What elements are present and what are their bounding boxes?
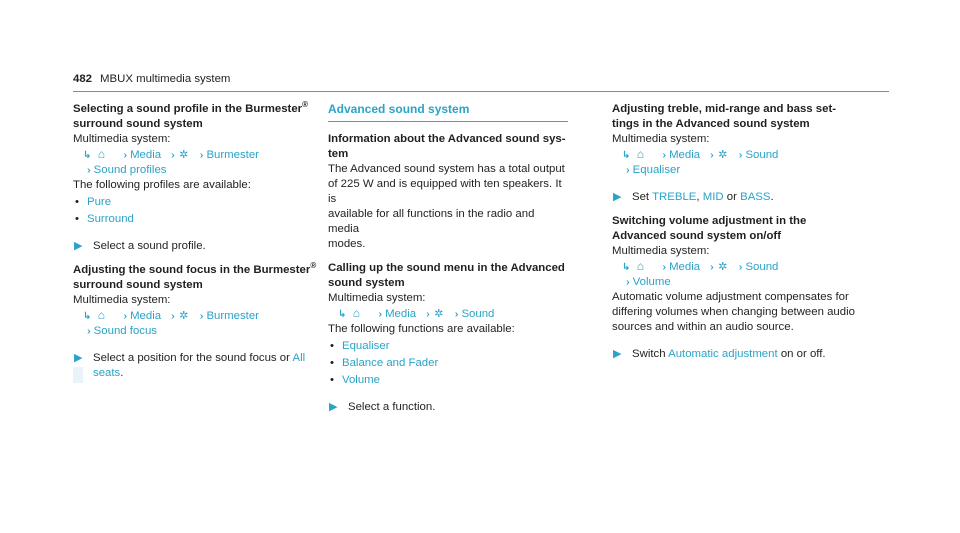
heading-volume-adjust-2: Advanced sound system on/off	[612, 230, 781, 242]
nav-sound-focus: Sound focus	[93, 325, 157, 337]
body-text: of 225 W and is equipped with ten speakers. It is	[328, 178, 562, 205]
list-item: • Balance and Fader	[330, 357, 439, 369]
settings-icon: ✲	[179, 310, 189, 322]
body-text: differing volumes when changing between audio	[612, 306, 855, 318]
heading-info-2: tem	[328, 148, 349, 160]
double-chevron-icon: ››	[738, 150, 740, 161]
home-icon: ⌂	[97, 147, 106, 161]
double-chevron-icon: ››	[662, 150, 664, 161]
step-switch-auto: ▶ Switch Automatic adjustment on or off.	[613, 348, 826, 360]
double-chevron-icon: ››	[87, 165, 88, 176]
double-chevron-icon: ››	[199, 311, 201, 322]
list-item: • Equaliser	[330, 340, 390, 352]
heading-sound-menu: Calling up the sound menu in the Advanced	[328, 262, 565, 274]
step-select-function: ▶ Select a function.	[329, 401, 436, 413]
nav-media: Media	[130, 310, 162, 322]
nav-path	[612, 147, 872, 163]
return-arrow-icon: ↳	[83, 311, 92, 322]
list-item: • Volume	[330, 374, 380, 386]
multimedia-system-label: Multimedia system:	[73, 294, 171, 306]
nav-path	[328, 306, 568, 322]
function-list	[328, 339, 568, 388]
nav-path	[612, 259, 872, 275]
column-3	[612, 102, 872, 362]
nav-volume: Volume	[632, 276, 671, 288]
heading-sound-profile: Selecting a sound profile in the Burmester®	[73, 100, 309, 115]
double-chevron-icon: ››	[378, 309, 380, 320]
nav-equaliser: Equaliser	[632, 164, 681, 176]
body-text: Automatic volume adjustment compensates for	[612, 291, 849, 303]
step-arrow-icon: ▶	[74, 352, 83, 364]
home-icon: ⌂	[352, 306, 361, 320]
step-set-eq: ▶ Set TREBLE, MID or BASS.	[613, 191, 774, 203]
nav-path	[73, 308, 318, 324]
nav-path-cont	[73, 163, 318, 178]
bullet-icon: •	[330, 357, 334, 369]
nav-sound: Sound	[745, 261, 779, 273]
multimedia-system-label: Multimedia system:	[612, 245, 710, 257]
nav-media: Media	[130, 149, 162, 161]
heading-volume-adjust: Switching volume adjustment in the	[612, 215, 807, 227]
section-title: Advanced sound system	[328, 102, 568, 122]
double-chevron-icon: ››	[199, 150, 201, 161]
bullet-icon: •	[330, 340, 334, 352]
nav-media: Media	[669, 261, 701, 273]
nav-media: Media	[669, 149, 701, 161]
step-arrow-icon: ▶	[613, 348, 622, 360]
home-icon: ⌂	[636, 147, 645, 161]
double-chevron-icon: ››	[662, 262, 664, 273]
nav-media: Media	[385, 308, 417, 320]
nav-path-cont	[73, 324, 318, 339]
double-chevron-icon: ››	[710, 262, 711, 273]
double-chevron-icon: ››	[710, 150, 711, 161]
bullet-icon: •	[330, 374, 334, 386]
double-chevron-icon: ››	[426, 309, 427, 320]
column-1	[73, 102, 318, 381]
multimedia-system-label: Multimedia system:	[328, 292, 426, 304]
settings-icon: ✲	[718, 261, 728, 273]
page-header-title: MBUX multimedia system	[100, 73, 231, 85]
double-chevron-icon: ››	[626, 277, 627, 288]
settings-icon: ✲	[179, 149, 189, 161]
double-chevron-icon: ››	[171, 311, 172, 322]
return-arrow-icon: ↳	[622, 262, 631, 273]
multimedia-system-label: Multimedia system:	[612, 133, 710, 145]
home-icon: ⌂	[97, 308, 106, 322]
step-select-position: ▶ Select a position for the sound focus or All seats.	[73, 351, 318, 381]
heading-sound-focus-2: surround sound system	[73, 279, 203, 291]
profile-list	[73, 195, 318, 227]
nav-burmester: Burmester	[206, 310, 259, 322]
step-arrow-icon: ▶	[74, 240, 83, 252]
double-chevron-icon: ››	[171, 150, 172, 161]
double-chevron-icon: ››	[454, 309, 456, 320]
return-arrow-icon: ↳	[338, 309, 347, 320]
double-chevron-icon: ››	[123, 150, 125, 161]
nav-path-cont	[612, 163, 872, 178]
nav-path-cont	[612, 275, 872, 290]
functions-intro: The following functions are available:	[328, 323, 515, 335]
step-arrow-icon: ▶	[329, 401, 338, 413]
column-2	[328, 102, 568, 415]
nav-sound: Sound	[461, 308, 495, 320]
double-chevron-icon: ››	[87, 326, 88, 337]
settings-icon: ✲	[434, 308, 444, 320]
profiles-intro: The following profiles are available:	[73, 179, 251, 191]
double-chevron-icon: ››	[123, 311, 125, 322]
multimedia-system-label: Multimedia system:	[73, 133, 171, 145]
heading-info: Information about the Advanced sound sys-	[328, 133, 566, 145]
nav-path	[73, 147, 318, 163]
step-select-profile: ▶ Select a sound profile.	[74, 240, 206, 252]
settings-icon: ✲	[718, 149, 728, 161]
step-arrow-icon: ▶	[613, 191, 622, 203]
nav-sound: Sound	[745, 149, 779, 161]
home-icon: ⌂	[636, 259, 645, 273]
nav-burmester: Burmester	[206, 149, 259, 161]
double-chevron-icon: ››	[626, 165, 627, 176]
page-number: 482	[73, 73, 93, 85]
heading-sound-profile-2: surround sound system	[73, 118, 203, 130]
body-text: sources and within an audio source.	[612, 321, 794, 333]
body-text: available for all functions in the radio and media	[328, 208, 535, 235]
list-item: • Pure	[75, 196, 112, 208]
heading-sound-focus: Adjusting the sound focus in the Burmester®	[73, 261, 317, 276]
page-header	[73, 72, 889, 92]
bullet-icon: •	[75, 213, 79, 225]
return-arrow-icon: ↳	[622, 150, 631, 161]
body-text: modes.	[328, 238, 366, 250]
heading-treble: Adjusting treble, mid-range and bass set-	[612, 103, 837, 115]
heading-treble-2: tings in the Advanced sound system	[612, 118, 810, 130]
heading-sound-menu-2: sound system	[328, 277, 405, 289]
nav-sound-profiles: Sound profiles	[93, 164, 167, 176]
return-arrow-icon: ↳	[83, 150, 92, 161]
list-item: • Surround	[75, 213, 134, 225]
double-chevron-icon: ››	[738, 262, 740, 273]
body-text: The Advanced sound system has a total output	[328, 163, 565, 175]
bullet-icon: •	[75, 196, 79, 208]
